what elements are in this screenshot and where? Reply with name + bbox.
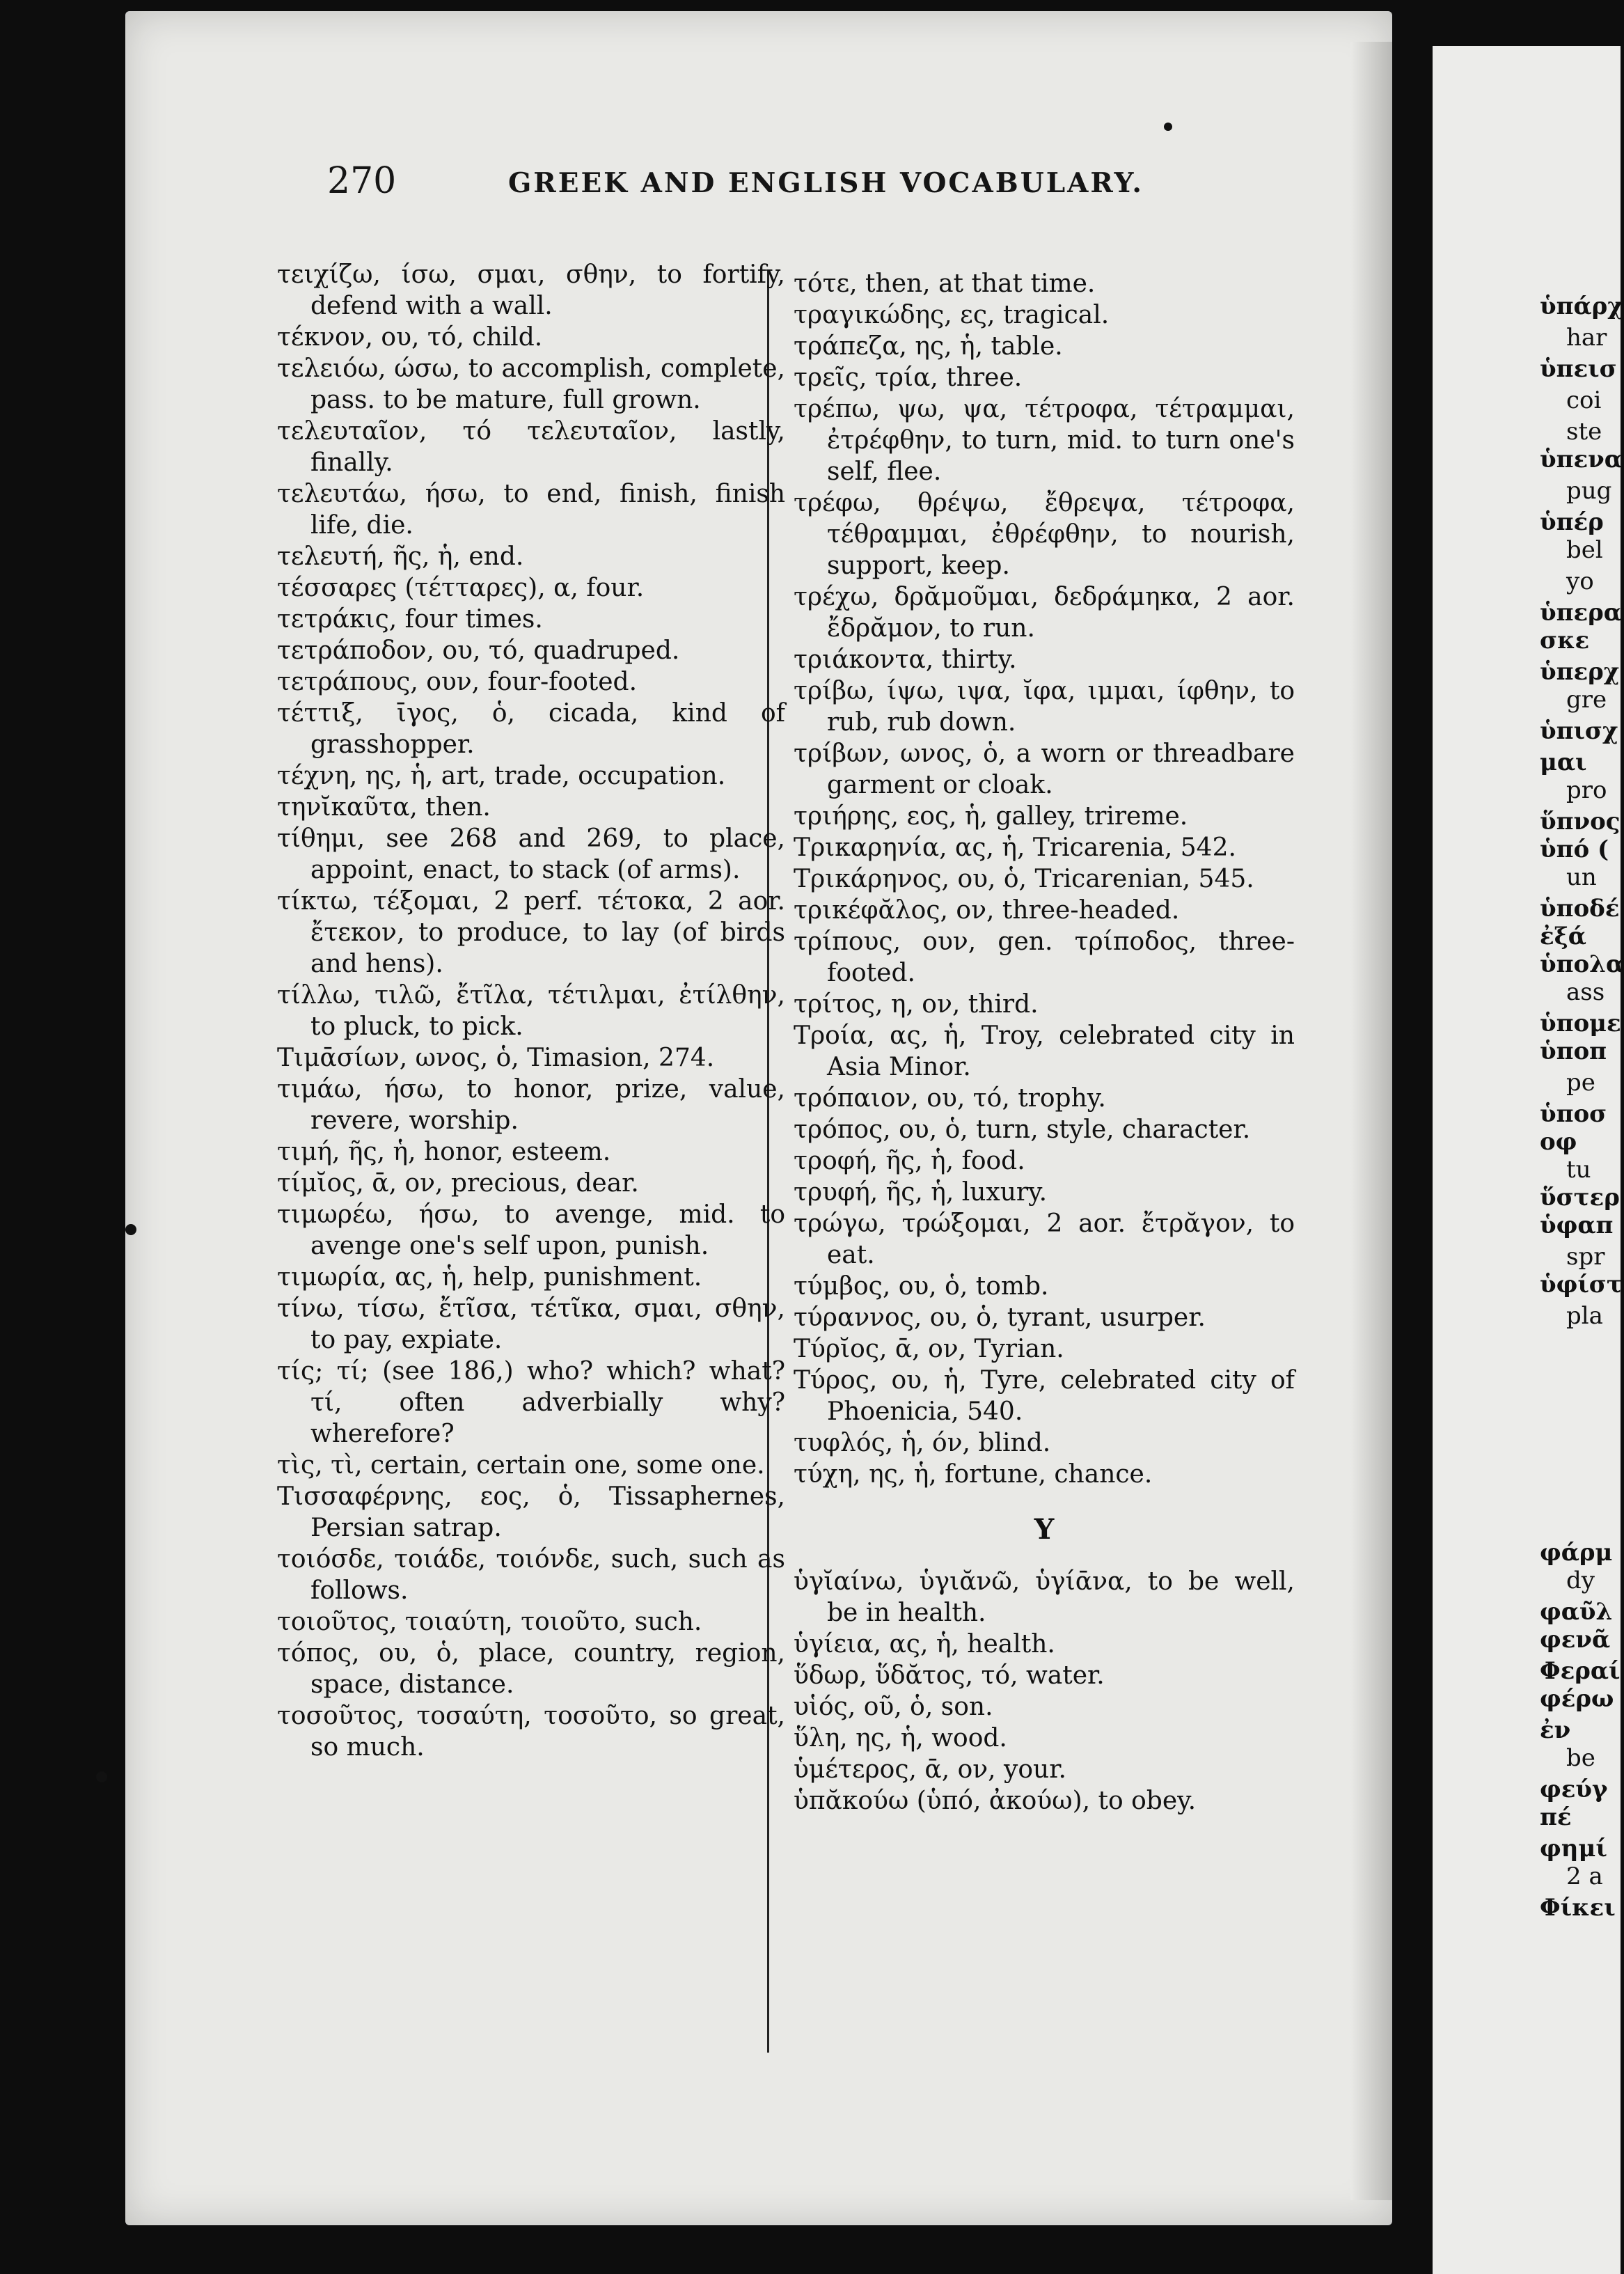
adjacent-page-fragment: ὑπερα bbox=[1540, 599, 1622, 627]
adjacent-page-fragment: ste bbox=[1566, 418, 1602, 446]
dictionary-entry: Τιμᾱσίων, ωνος, ὁ, Timasion, 274. bbox=[277, 1044, 715, 1072]
adjacent-page-fragment: ὑποπ bbox=[1540, 1037, 1607, 1065]
adjacent-page-fragment: har bbox=[1566, 324, 1607, 352]
dictionary-entry: ὕλη, ης, ἡ, wood. bbox=[794, 1724, 1007, 1752]
section-letter-upsilon: Υ bbox=[1034, 1513, 1055, 1546]
dictionary-entry: τίλλω, τιλῶ, ἔτῖλα, τέτιλμαι, ἐτίλθην, to pluck, to pick. bbox=[277, 981, 785, 1041]
adjacent-page-fragment: φάρμ bbox=[1540, 1539, 1613, 1567]
adjacent-page-fragment: σκε bbox=[1540, 627, 1590, 654]
adjacent-page-fragment: μαι bbox=[1540, 748, 1587, 776]
dictionary-entry: τύραννος, ου, ὁ, tyrant, usurper. bbox=[794, 1303, 1206, 1332]
adjacent-page-fragment: pe bbox=[1566, 1069, 1595, 1097]
dictionary-entry: τελευταῖον, τό τελευταῖον, lastly, finally. bbox=[277, 417, 785, 477]
dictionary-entry: τρόπος, ου, ὁ, turn, style, character. bbox=[794, 1115, 1251, 1144]
dictionary-entry: τετράπους, ουν, four-footed. bbox=[277, 668, 638, 696]
adjacent-page-fragment: ὑπό ( bbox=[1540, 836, 1609, 863]
adjacent-page-fragment: pro bbox=[1566, 776, 1607, 804]
dictionary-entry: τίς; τί; (see 186,) who? which? what? τί, often adverbially why? wherefore? bbox=[277, 1357, 785, 1448]
dictionary-entry: τριήρης, εος, ἡ, galley, trireme. bbox=[794, 802, 1188, 831]
dictionary-entry: τέσσαρες (τέτταρες), α, four. bbox=[277, 574, 645, 602]
adjacent-page-fragment: ὑπερχ bbox=[1540, 658, 1620, 686]
adjacent-page-fragment: ὕπνος bbox=[1540, 808, 1621, 836]
page-header bbox=[327, 160, 1232, 216]
dictionary-entry: τελευτή, ῆς, ἡ, end. bbox=[277, 542, 524, 571]
adjacent-page-fragment: tu bbox=[1566, 1156, 1591, 1184]
dictionary-entry: τότε, then, at that time. bbox=[794, 269, 1096, 298]
dictionary-entry: τρέφω, θρέψω, ἔθρεψα, τέτροφα, τέθραμμαι, ἐθρέφθην, to nourish, support, keep. bbox=[794, 489, 1295, 580]
dictionary-entry: Τροία, ας, ἡ, Troy, celebrated city in Asia Minor. bbox=[794, 1021, 1295, 1081]
adjacent-page-fragment: φεύγ bbox=[1540, 1775, 1608, 1803]
dictionary-entry: τετράκις, four times. bbox=[277, 605, 543, 634]
ink-blot bbox=[1164, 123, 1172, 131]
dictionary-entry: Τύρῐος, ᾱ, ον, Tyrian. bbox=[794, 1335, 1064, 1363]
dictionary-entry: τετράποδον, ου, τό, quadruped. bbox=[277, 636, 680, 665]
dictionary-entry: τελειόω, ώσω, to accomplish, complete, pass. to be mature, full grown. bbox=[277, 354, 785, 414]
ink-blot bbox=[125, 1224, 136, 1235]
entries-t-continued bbox=[794, 268, 1295, 1490]
dictionary-entry: τριάκοντα, thirty. bbox=[794, 645, 1017, 674]
dictionary-entry: τελευτάω, ήσω, to end, finish, finish life, die. bbox=[277, 480, 785, 540]
dictionary-entry: ὑμέτερος, ᾱ, ον, your. bbox=[794, 1755, 1066, 1784]
adjacent-page-fragment: ἐν bbox=[1540, 1716, 1571, 1744]
adjacent-page-fragment: pug bbox=[1566, 477, 1612, 505]
adjacent-page-fragment: ὑφίστ bbox=[1540, 1271, 1623, 1299]
adjacent-page-fragment: be bbox=[1566, 1744, 1595, 1772]
dictionary-entry: τροφή, ῆς, ἡ, food. bbox=[794, 1147, 1025, 1175]
dictionary-entry: ὕδωρ, ὕδᾰτος, τό, water. bbox=[794, 1661, 1105, 1690]
adjacent-page-fragment: φέρω bbox=[1540, 1685, 1614, 1713]
adjacent-page-fragment: οφ bbox=[1540, 1128, 1577, 1156]
adjacent-page-fragment: ὑπομε bbox=[1540, 1010, 1621, 1037]
dictionary-entry: τρέπω, ψω, ψα, τέτροφα, τέτραμμαι, ἐτρέφθην, to turn, mid. to turn one's self, flee. bbox=[794, 395, 1295, 486]
adjacent-page-fragment: ὑπολα bbox=[1540, 950, 1624, 978]
dictionary-entry: Τρικάρηνος, ου, ὁ, Tricarenian, 545. bbox=[794, 865, 1254, 893]
adjacent-page-fragment: bel bbox=[1566, 536, 1603, 564]
adjacent-page-fragment: spr bbox=[1566, 1243, 1605, 1271]
dictionary-entry: Τύρος, ου, ἡ, Tyre, celebrated city of Phoenicia, 540. bbox=[794, 1366, 1295, 1426]
dictionary-entry: τύχη, ης, ἡ, fortune, chance. bbox=[794, 1460, 1153, 1489]
dictionary-entry: τίνω, τίσω, ἔτῖσα, τέτῖκα, σμαι, σθην, to pay, expiate. bbox=[277, 1294, 785, 1354]
dictionary-entry: τιμωρέω, ήσω, to avenge, mid. to avenge one's self upon, punish. bbox=[277, 1200, 785, 1260]
dictionary-entry: ὑγῐαίνω, ὑγιᾰνῶ, ὑγίᾱνα, to be well, be in health. bbox=[794, 1567, 1295, 1627]
dictionary-entry: τρόπαιον, ου, τό, trophy. bbox=[794, 1084, 1106, 1113]
adjacent-page-fragment: ὑφαπ bbox=[1540, 1212, 1614, 1239]
dictionary-entry: τρίτος, η, ον, third. bbox=[794, 990, 1039, 1019]
dictionary-entry: τραγικώδης, ες, tragical. bbox=[794, 301, 1110, 329]
adjacent-page-fragment: ἐξά bbox=[1540, 923, 1586, 950]
dictionary-entry: τὶς, τὶ, certain, certain one, some one. bbox=[277, 1451, 765, 1480]
page-number: 270 bbox=[327, 160, 397, 202]
dictionary-entry: Τισσαφέρνης, εος, ὁ, Tissaphernes, Persian satrap. bbox=[277, 1482, 785, 1542]
adjacent-page-fragment: φημί bbox=[1540, 1835, 1607, 1863]
dictionary-entry: υἱός, οῦ, ὁ, son. bbox=[794, 1693, 993, 1721]
running-title: GREEK AND ENGLISH VOCABULARY. bbox=[508, 167, 1144, 199]
dictionary-entry: ὑπᾰκούω (ὑπό, ἀκούω), to obey. bbox=[794, 1787, 1197, 1815]
dictionary-entry: τρίβων, ωνος, ὁ, a worn or threadbare garment or cloak. bbox=[794, 739, 1295, 799]
adjacent-page-fragment: πέ bbox=[1540, 1803, 1572, 1831]
dictionary-entry: τρικέφᾰλος, ον, three-headed. bbox=[794, 896, 1180, 925]
adjacent-page-fragment: Φίκει bbox=[1540, 1894, 1616, 1922]
right-column bbox=[794, 268, 1295, 1817]
dictionary-entry: τράπεζα, ης, ἡ, table. bbox=[794, 332, 1063, 361]
dictionary-entry: τρέχω, δρᾰμοῦμαι, δεδράμηκα, 2 aor. ἔδρᾰμον, to run. bbox=[794, 583, 1295, 643]
dictionary-entry: τέχνη, ης, ἡ, art, trade, occupation. bbox=[277, 762, 726, 790]
ink-blot bbox=[96, 1771, 107, 1782]
dictionary-entry: τοιόσδε, τοιάδε, τοιόνδε, such, such as follows. bbox=[277, 1545, 785, 1605]
adjacent-page-fragment: ὑποδέ bbox=[1540, 895, 1620, 923]
adjacent-page-fragment: un bbox=[1566, 863, 1597, 891]
adjacent-page-fragment: ass bbox=[1566, 978, 1605, 1006]
left-column bbox=[277, 259, 785, 1763]
entries-upsilon bbox=[794, 1566, 1295, 1817]
page-gutter-shadow bbox=[1350, 42, 1392, 2200]
adjacent-page-fragment: dy bbox=[1566, 1567, 1595, 1594]
dictionary-entry: τυφλός, ἡ, όν, blind. bbox=[794, 1429, 1051, 1457]
adjacent-page-fragment: φαῦλ bbox=[1540, 1598, 1613, 1626]
dictionary-entry: τίμῐος, ᾱ, ον, precious, dear. bbox=[277, 1169, 639, 1198]
dictionary-entry: τέκνον, ου, τό, child. bbox=[277, 323, 543, 352]
dictionary-entry: τοιοῦτος, τοιαύτη, τοιοῦτο, such. bbox=[277, 1608, 702, 1636]
dictionary-entry: ὑγίεια, ας, ἡ, health. bbox=[794, 1630, 1055, 1659]
adjacent-page-fragment: ὕστερ bbox=[1540, 1184, 1620, 1212]
dictionary-entry: τηνῐκαῦτα, then. bbox=[277, 793, 491, 822]
dictionary-entry: τόπος, ου, ὁ, place, country, region, space, distance. bbox=[277, 1639, 785, 1699]
adjacent-page-fragment: ὑπάρχ bbox=[1540, 292, 1623, 320]
dictionary-entry: Τρικαρηνία, ας, ἡ, Tricarenia, 542. bbox=[794, 833, 1236, 862]
dictionary-entry: τιμωρία, ας, ἡ, help, punishment. bbox=[277, 1263, 702, 1292]
adjacent-page-fragment: ὑπενα bbox=[1540, 446, 1623, 473]
dictionary-entry: τίθημι, see 268 and 269, to place, appoint, enact, to stack (of arms). bbox=[277, 824, 785, 884]
dictionary-entry: τίκτω, τέξομαι, 2 perf. τέτοκα, 2 aor. ἔτεκον, to produce, to lay (of birds and hens). bbox=[277, 887, 785, 978]
adjacent-page-fragment: 2 a bbox=[1566, 1863, 1603, 1890]
dictionary-entry: τειχίζω, ίσω, σμαι, σθην, to fortify, defend with a wall. bbox=[277, 260, 785, 320]
adjacent-page-fragment: ὑποσ bbox=[1540, 1100, 1607, 1128]
adjacent-page-fragment: coi bbox=[1566, 386, 1602, 414]
adjacent-page-fragment: yo bbox=[1566, 567, 1594, 595]
adjacent-page-fragment: ὑπέρ bbox=[1540, 508, 1604, 536]
dictionary-entry: τιμή, ῆς, ἡ, honor, esteem. bbox=[277, 1138, 611, 1166]
dictionary-entry: τοσοῦτος, τοσαύτη, τοσοῦτο, so great, so much. bbox=[277, 1702, 785, 1762]
dictionary-entry: τύμβος, ου, ὁ, tomb. bbox=[794, 1272, 1049, 1301]
dictionary-entry: τρυφή, ῆς, ἡ, luxury. bbox=[794, 1178, 1048, 1207]
dictionary-entry: τρίπους, ουν, gen. τρίποδος, three-footed. bbox=[794, 927, 1295, 987]
dictionary-entry: τέττιξ, ῑγος, ὁ, cicada, kind of grasshopper. bbox=[277, 699, 785, 759]
dictionary-entry: τρώγω, τρώξομαι, 2 aor. ἔτρᾰγον, to eat. bbox=[794, 1209, 1295, 1269]
dictionary-entry: τρίβω, ίψω, ιψα, ῐφα, ιμμαι, ίφθην, to rub, rub down. bbox=[794, 677, 1295, 737]
dictionary-entry: τρεῖς, τρία, three. bbox=[794, 363, 1023, 392]
adjacent-page-fragment: φενᾶ bbox=[1540, 1626, 1611, 1654]
adjacent-page-fragment: pla bbox=[1566, 1302, 1603, 1330]
adjacent-page-fragment: gre bbox=[1566, 686, 1607, 714]
adjacent-page-fragment: ὑπισχ bbox=[1540, 717, 1618, 745]
dictionary-entry: τιμάω, ήσω, to honor, prize, value, revere, worship. bbox=[277, 1075, 785, 1135]
adjacent-page-fragment: Φεραί bbox=[1540, 1657, 1621, 1685]
adjacent-page-fragment: ὑπεισ bbox=[1540, 355, 1617, 383]
